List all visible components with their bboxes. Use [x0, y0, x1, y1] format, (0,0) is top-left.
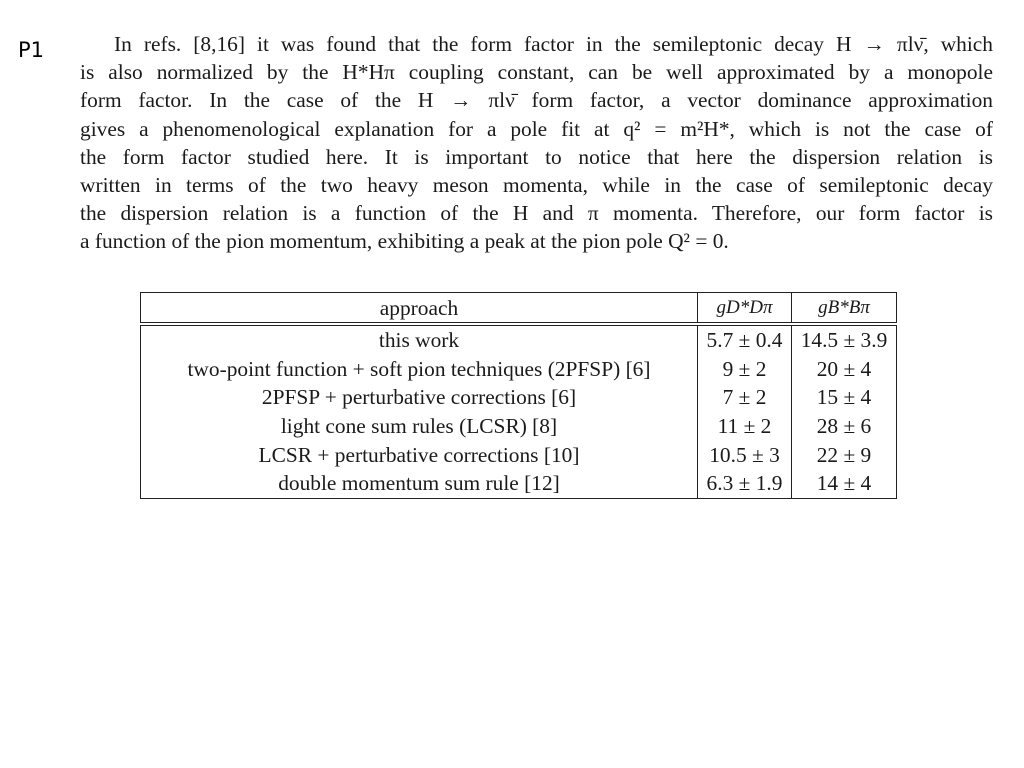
paragraph-line: is also normalized by the H*Hπ coupling constant, can be well approximated by a monopole	[80, 60, 993, 85]
approach-cell: 2PFSP + perturbative corrections [6]	[141, 383, 698, 412]
table-row	[141, 469, 897, 498]
table-row	[141, 440, 897, 469]
gBstarBpi-cell: 14.5 ± 3.9	[800, 328, 888, 353]
gDstarDpi-cell: 6.3 ± 1.9	[698, 469, 792, 498]
coupling-constants-table	[140, 292, 897, 499]
paragraph-line: written in terms of the two heavy meson momenta, while in the case of semileptonic decay	[80, 173, 993, 198]
gBstarBpi-cell: 15 ± 4	[816, 385, 872, 410]
table-row	[141, 324, 897, 355]
gDstarDpi-cell: 10.5 ± 3	[698, 440, 792, 469]
header-gBstarBpi: gB*Bπ	[818, 296, 870, 318]
paragraph-line: form factor. In the case of the H → πlν̄ form factor, a vector dominance approximation	[80, 88, 993, 113]
gDstarDpi-cell: 7 ± 2	[698, 383, 792, 412]
gDstarDpi-cell: 5.7 ± 0.4	[698, 324, 792, 355]
paragraph-line: the dispersion relation is a function of the H and π momenta. Therefore, our form factor is	[80, 201, 993, 226]
table-row	[141, 412, 897, 441]
header-approach: approach	[141, 293, 698, 325]
paragraph-line: gives a phenomenological explanation for a pole fit at q² = m²H*, which is not the case of	[80, 116, 993, 141]
header-gDstarDpi: gD*Dπ	[698, 293, 792, 325]
gDstarDpi-cell: 9 ± 2	[698, 355, 792, 384]
approach-cell: LCSR + perturbative corrections [10]	[141, 440, 698, 469]
paragraph-line: the form factor studied here. It is important to notice that here the dispersion relation is	[80, 144, 993, 169]
body-paragraph	[80, 30, 993, 256]
gBstarBpi-cell: 22 ± 9	[816, 442, 872, 467]
paragraph-line: a function of the pion momentum, exhibiting a peak at the pion pole Q² = 0.	[80, 229, 729, 254]
table-header-row	[141, 293, 897, 325]
table-row	[141, 355, 897, 384]
approach-cell: two-point function + soft pion techniques (2PFSP) [6]	[141, 355, 698, 384]
table-row	[141, 383, 897, 412]
approach-cell: double momentum sum rule [12]	[141, 469, 698, 498]
approach-cell: this work	[141, 324, 698, 355]
gBstarBpi-cell: 20 ± 4	[816, 356, 872, 381]
gDstarDpi-cell: 11 ± 2	[698, 412, 792, 441]
approach-cell: light cone sum rules (LCSR) [8]	[141, 412, 698, 441]
gBstarBpi-cell: 28 ± 6	[816, 414, 872, 439]
gBstarBpi-cell: 14 ± 4	[816, 471, 872, 496]
paragraph-line: In refs. [8,16] it was found that the form factor in the semileptonic decay H → πlν̄, which	[114, 32, 993, 56]
page-label: P1	[18, 38, 45, 62]
